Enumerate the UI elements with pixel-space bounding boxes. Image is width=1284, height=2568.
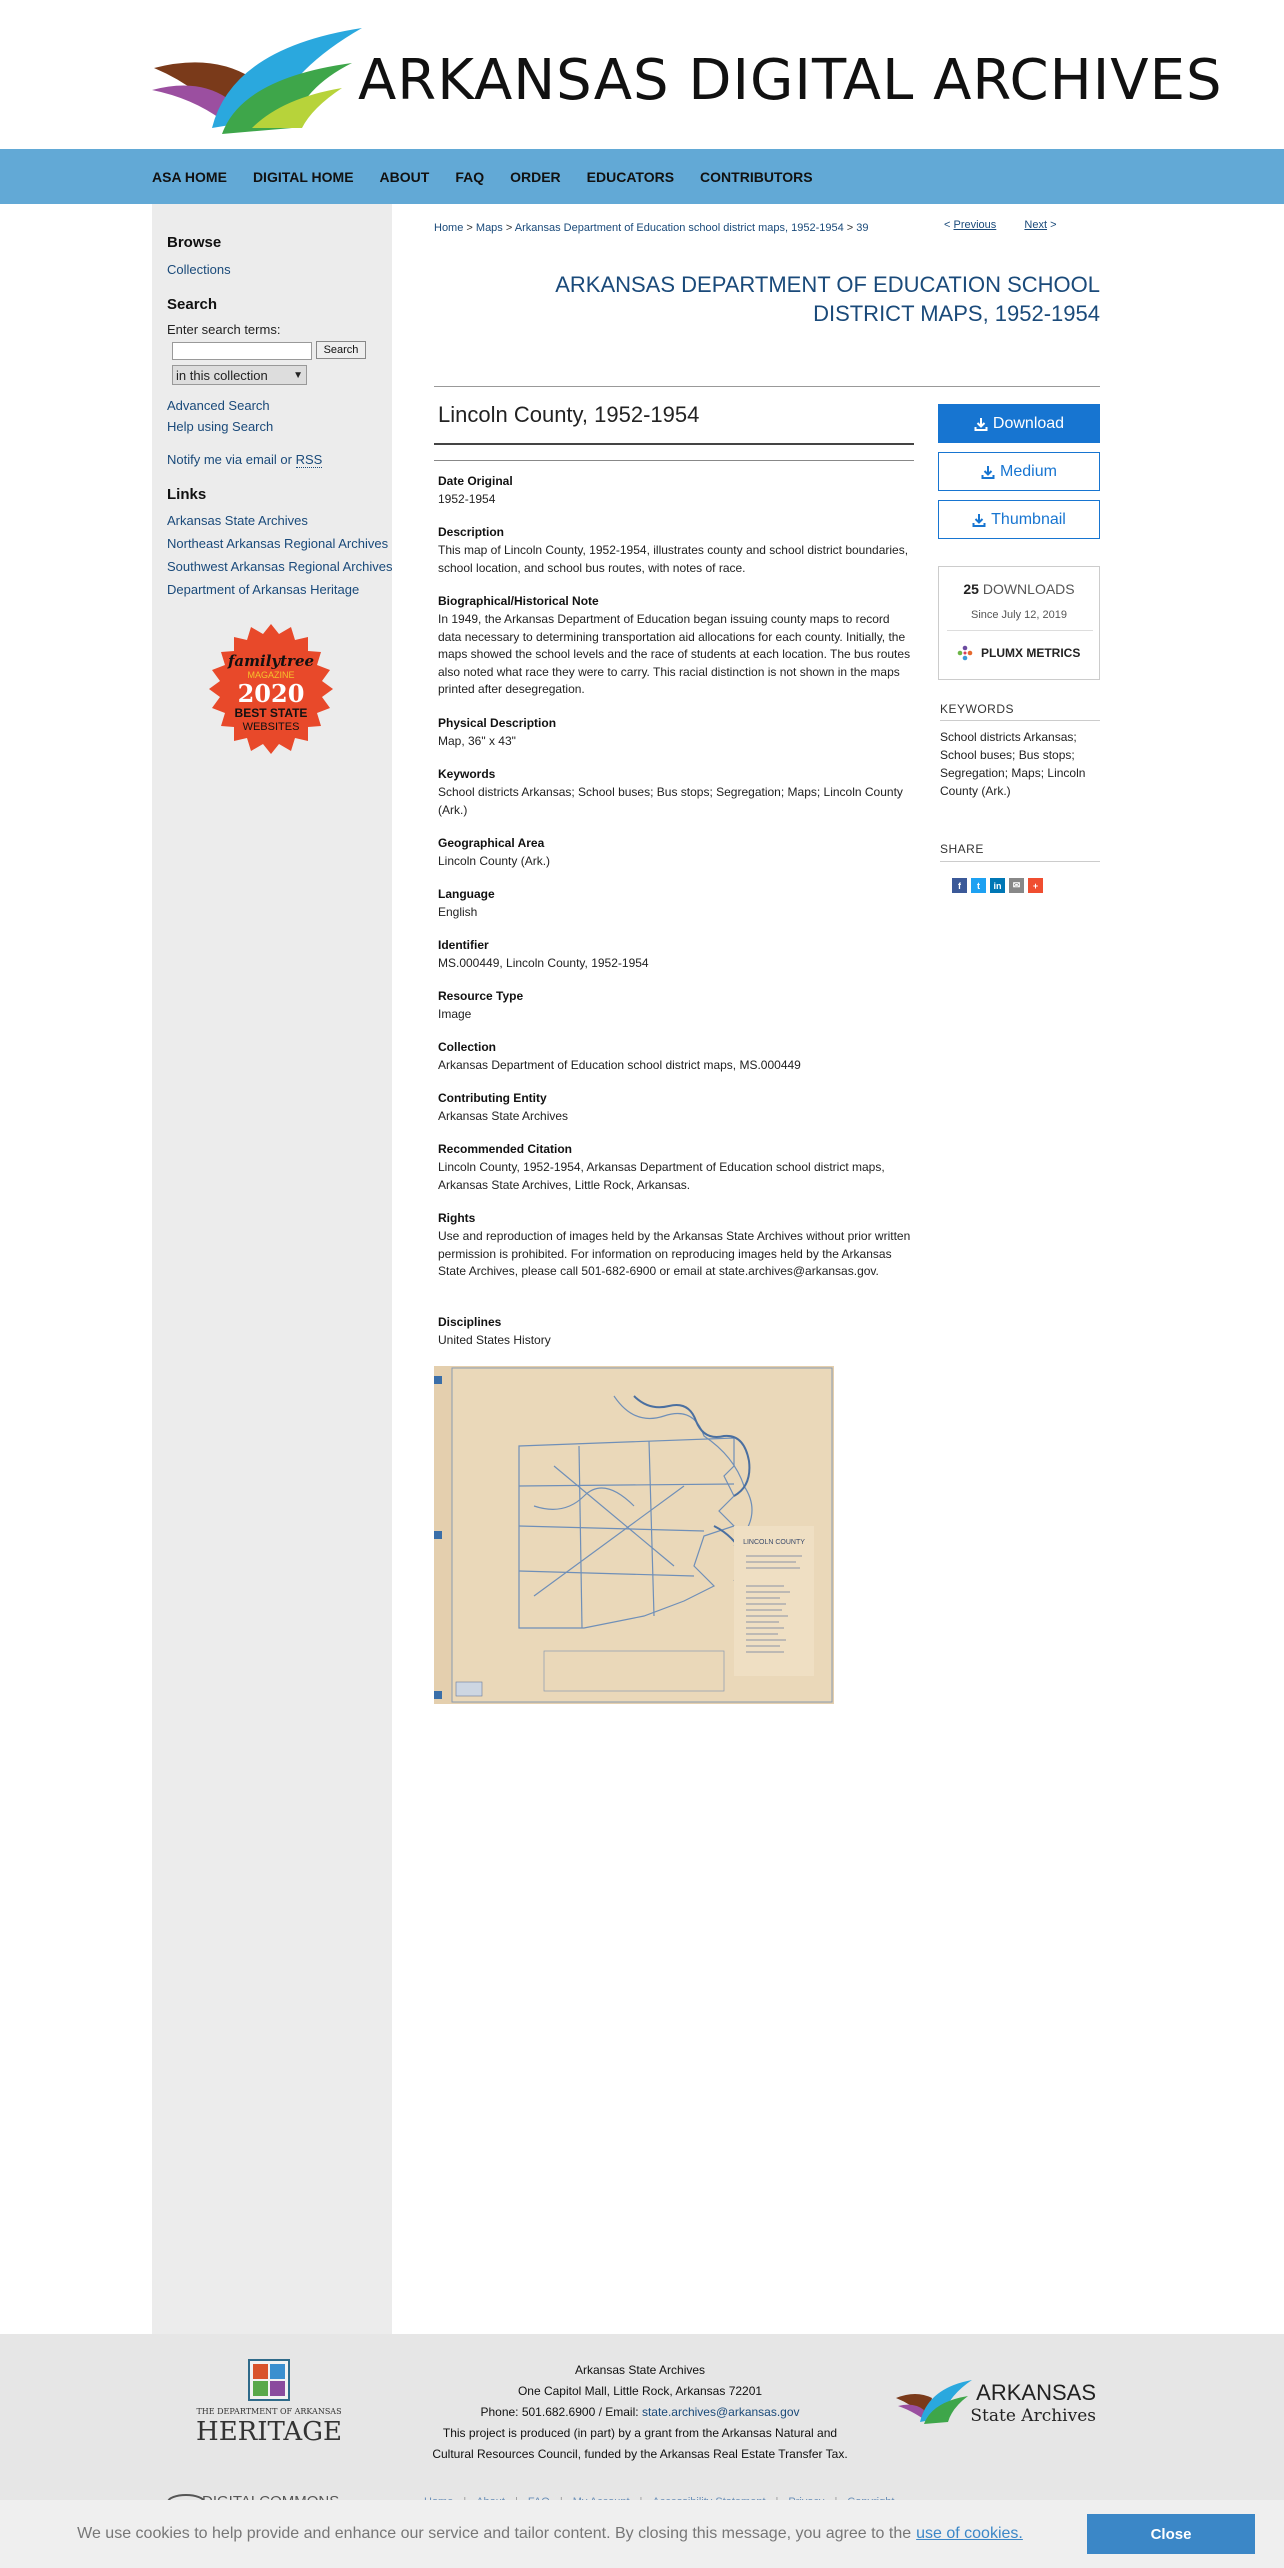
field-value: Lincoln County (Ark.) xyxy=(438,854,551,868)
site-header xyxy=(0,0,1284,148)
field-value: School districts Arkansas; School buses; Bus stops; Segregation; Maps; Lincoln County (Ark.) xyxy=(438,785,903,817)
field-value: Map, 36" x 43" xyxy=(438,734,516,748)
keywords-heading: KEYWORDS xyxy=(940,702,1015,716)
divider xyxy=(434,460,914,461)
thumbnail-label: Thumbnail xyxy=(991,510,1066,528)
field-value: Arkansas State Archives xyxy=(438,1109,569,1123)
cookie-policy-link[interactable]: use of cookies. xyxy=(916,2525,1023,2542)
download-metrics-box xyxy=(938,566,1100,680)
item-title: Lincoln County, 1952-1954 xyxy=(438,402,700,427)
divider xyxy=(434,443,914,445)
divider xyxy=(434,386,1100,387)
divider xyxy=(940,861,1100,862)
download-icon xyxy=(981,465,995,479)
link-northeast-archives[interactable]: Northeast Arkansas Regional Archives xyxy=(167,536,389,551)
search-scope-select[interactable] xyxy=(172,365,307,385)
main-nav xyxy=(0,149,1284,204)
asa-logo-line2: State Archives xyxy=(970,2406,1096,2426)
more-icon[interactable]: + xyxy=(1028,878,1043,893)
next-arrow: > xyxy=(1050,219,1057,231)
field-label: Date Original xyxy=(438,474,513,488)
keywords-text: School districts Arkansas; School buses; Bus stops; Segregation; Maps; Lincoln County (Ark.) xyxy=(940,730,1086,798)
field-contributing-entity xyxy=(438,1091,914,1126)
download-icon xyxy=(972,513,986,527)
facebook-icon[interactable]: f xyxy=(952,878,967,893)
link-department-heritage[interactable]: Department of Arkansas Heritage xyxy=(167,582,360,597)
field-label: Physical Description xyxy=(438,716,557,730)
footer-address xyxy=(380,2360,900,2465)
chevron-down-icon: ▼ xyxy=(293,369,303,381)
download-count-label: DOWNLOADS xyxy=(982,581,1075,597)
link-southwest-archives[interactable]: Southwest Arkansas Regional Archives xyxy=(167,559,393,574)
medium-label: Medium xyxy=(1000,462,1057,480)
search-heading: Search xyxy=(167,296,218,313)
nav-educators[interactable]: EDUCATORS xyxy=(586,168,675,185)
search-button[interactable]: Search xyxy=(316,341,366,359)
field-value: English xyxy=(438,905,478,919)
field-label: Biographical/Historical Note xyxy=(438,594,599,608)
breadcrumb-sep: > xyxy=(846,222,854,234)
org-name: Arkansas State Archives xyxy=(574,2363,706,2377)
nav-faq[interactable]: FAQ xyxy=(455,168,485,185)
field-collection xyxy=(438,1040,914,1075)
badge-line2: MAGAZINE xyxy=(247,670,295,680)
nav-order[interactable]: ORDER xyxy=(510,168,561,185)
download-thumbnail-button[interactable] xyxy=(938,500,1100,539)
map-image[interactable] xyxy=(434,1366,834,1704)
field-description xyxy=(438,525,914,577)
breadcrumb-collection[interactable]: Arkansas Department of Education school district maps, 1952-1954 xyxy=(514,222,844,234)
links-heading: Links xyxy=(167,486,207,503)
field-label: Description xyxy=(438,525,505,539)
field-value: United States History xyxy=(438,1333,551,1347)
download-since: Since July 12, 2019 xyxy=(970,609,1067,621)
arkansas-state-archives-logo[interactable] xyxy=(896,2376,1102,2426)
contact-line xyxy=(380,2402,900,2423)
field-value: In 1949, the Arkansas Department of Education began issuing county maps to record data necessary to determining transportation aid allocations for each county. Initially, the maps showed the school levels and the race of students at each location. The bus routes also noted what race they were to carry. This racial distinction is not shown in the maps printed after desegregation. xyxy=(438,612,911,696)
arkansas-archives-logo[interactable] xyxy=(152,28,362,140)
department-heritage-logo[interactable] xyxy=(186,2358,352,2448)
cookie-message-text: We use cookies to help provide and enhance our service and tailor content. By closing this message, you agree to the xyxy=(77,2525,912,2542)
breadcrumb-sep: > xyxy=(466,222,473,234)
field-value: MS.000449, Lincoln County, 1952-1954 xyxy=(438,956,649,970)
field-date-original xyxy=(438,474,914,509)
field-keywords xyxy=(438,767,914,819)
field-value: Lincoln County, 1952-1954, Arkansas Department of Education school district maps, Arkansas State Archives, Little Rock, Arkansas. xyxy=(438,1160,885,1192)
breadcrumb-item[interactable]: 39 xyxy=(856,222,869,234)
field-disciplines xyxy=(438,1315,914,1350)
plumx-icon xyxy=(957,645,973,661)
field-geographical-area xyxy=(438,836,914,871)
cookie-message xyxy=(0,2500,1100,2568)
email-icon[interactable]: ✉ xyxy=(1009,878,1024,893)
plumx-metrics-link[interactable] xyxy=(957,645,1080,661)
heritage-line2: HERITAGE xyxy=(196,2417,342,2447)
download-count-number: 25 xyxy=(963,581,979,597)
nav-contributors[interactable]: CONTRIBUTORS xyxy=(700,168,813,185)
badge-line4: BEST STATE xyxy=(234,706,308,720)
field-identifier xyxy=(438,938,914,973)
grant-line1: This project is produced (in part) by a grant from the Arkansas Natural and xyxy=(442,2426,838,2440)
advanced-search-link[interactable]: Advanced Search xyxy=(167,398,270,413)
grant-line2: Cultural Resources Council, funded by the Arkansas Real Estate Transfer Tax. xyxy=(432,2447,848,2461)
search-input[interactable] xyxy=(172,342,312,360)
notify-email-link[interactable]: Notify me via email or xyxy=(167,452,292,467)
download-button[interactable] xyxy=(938,404,1100,443)
badge-line3: 2020 xyxy=(237,679,305,708)
field-label: Recommended Citation xyxy=(438,1142,573,1156)
pager: < Previous Next > xyxy=(944,219,1057,231)
rss-link[interactable]: RSS xyxy=(295,452,323,467)
breadcrumb-maps[interactable]: Maps xyxy=(475,222,503,234)
field-label: Keywords xyxy=(438,767,496,781)
next-link[interactable]: Next xyxy=(1024,219,1048,231)
field-historical-note xyxy=(438,594,914,699)
badge-line5: WEBSITES xyxy=(242,721,300,733)
breadcrumb xyxy=(434,222,869,234)
breadcrumb-home[interactable]: Home xyxy=(434,222,464,234)
field-value: Image xyxy=(438,1007,472,1021)
asa-logo-line1: ARKANSAS xyxy=(976,2380,1096,2405)
phone-text: Phone: 501.682.6900 / Email: xyxy=(480,2405,639,2419)
share-heading: SHARE xyxy=(940,842,984,856)
download-count xyxy=(939,581,1099,597)
nav-digital-home[interactable]: DIGITAL HOME xyxy=(252,168,354,185)
download-medium-button[interactable] xyxy=(938,452,1100,491)
twitter-icon[interactable]: t xyxy=(971,878,986,893)
cookie-close-button[interactable]: Close xyxy=(1087,2514,1255,2554)
badge-line1: familytree xyxy=(227,652,315,670)
browse-heading: Browse xyxy=(167,234,222,251)
field-label: Identifier xyxy=(438,938,489,952)
field-resource-type xyxy=(438,989,914,1024)
field-value: Arkansas Department of Education school district maps, MS.000449 xyxy=(438,1058,801,1072)
field-value: This map of Lincoln County, 1952-1954, illustrates county and school district boundaries, school location, and school bus routes, with notes of race. xyxy=(438,543,909,575)
collections-link[interactable]: Collections xyxy=(167,262,231,277)
plumx-label: PLUMX METRICS xyxy=(981,646,1081,660)
download-icon xyxy=(974,417,988,431)
field-label: Resource Type xyxy=(438,989,524,1003)
download-label: Download xyxy=(992,414,1065,432)
field-label: Disciplines xyxy=(438,1315,502,1329)
linkedin-icon[interactable]: in xyxy=(990,878,1005,893)
field-value: Use and reproduction of images held by the Arkansas State Archives without prior written permission is prohibited. For information on reproducing images held by the Arkansas State Archives, please call 501-682-6900 or email at state.archives@arkansas.gov. xyxy=(438,1229,911,1278)
email-link[interactable]: state.archives@arkansas.gov xyxy=(641,2405,800,2419)
family-tree-award-badge[interactable] xyxy=(206,624,336,754)
cookie-banner xyxy=(0,2500,1284,2568)
field-label: Rights xyxy=(438,1211,476,1225)
field-label: Contributing Entity xyxy=(438,1091,547,1105)
help-search-link[interactable]: Help using Search xyxy=(167,419,274,434)
heritage-line1: THE DEPARTMENT OF ARKANSAS xyxy=(196,2407,342,2416)
share-icons xyxy=(952,878,1047,893)
field-physical-description xyxy=(438,716,914,751)
address-line: One Capitol Mall, Little Rock, Arkansas 72201 xyxy=(517,2384,763,2398)
search-prompt: Enter search terms: xyxy=(167,322,281,337)
nav-asa-home[interactable]: ASA HOME xyxy=(152,168,227,185)
site-title[interactable]: ARKANSAS DIGITAL ARCHIVES xyxy=(358,48,1223,113)
link-arkansas-state-archives[interactable]: Arkansas State Archives xyxy=(167,513,308,528)
breadcrumb-sep: > xyxy=(505,222,513,234)
collection-heading[interactable]: ARKANSAS DEPARTMENT OF EDUCATION SCHOOL DISTRICT MAPS, 1952-1954 xyxy=(555,272,1100,326)
field-label: Geographical Area xyxy=(438,836,545,850)
field-language xyxy=(438,887,914,922)
divider xyxy=(940,720,1100,721)
scope-selected-value: in this collection xyxy=(176,367,268,383)
previous-link[interactable]: Previous xyxy=(953,219,997,231)
field-label: Collection xyxy=(438,1040,497,1054)
sidebar xyxy=(152,204,392,2334)
field-value: 1952-1954 xyxy=(438,492,496,506)
map-title-text: LINCOLN COUNTY xyxy=(743,1539,805,1546)
field-label: Language xyxy=(438,887,495,901)
field-recommended-citation xyxy=(438,1142,914,1194)
nav-about[interactable]: ABOUT xyxy=(379,168,430,185)
notify-line xyxy=(167,452,322,467)
divider xyxy=(947,630,1093,631)
field-rights xyxy=(438,1211,914,1281)
